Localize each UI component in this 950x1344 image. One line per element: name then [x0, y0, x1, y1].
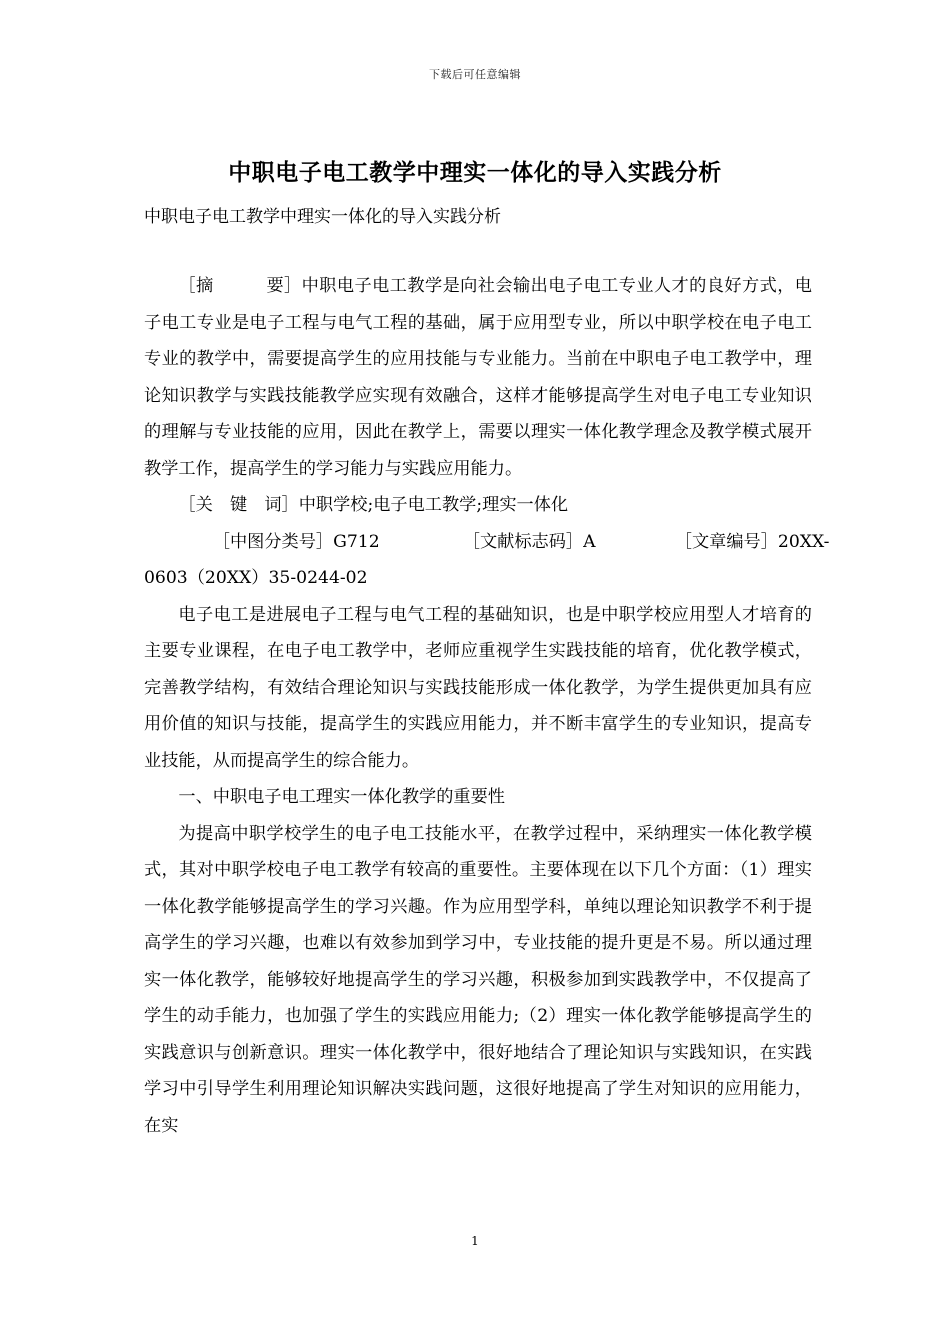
abstract-paragraph: ［摘 要］中职电子电工教学是向社会输出电子电工专业人才的良好方式，电子电工专业是电子工程与电气工程的基础，属于应用型专业，所以中职学校在电子电工专业的教学中，需要提高学生的应用技能与专业能力。当前在中职电子电工教学中，理论知识教学与实践技能教学应实现有效融合，这样才能够提高学生对电子电工专业知识的理解与专业技能的应用，因此在教学上，需要以理实一体化教学理念及教学模式展开教学工作，提高学生的学习能力与实践应用能力。 [144, 276, 812, 479]
body-paragraph-2: 为提高中职学校学生的电子电工技能水平，在教学过程中，采纳理实一体化教学模式，其对中职学校电子电工教学有较高的重要性。主要体现在以下几个方面：（1）理实一体化教学能够提高学生的学习兴趣。作为应用型学科，单纯以理论知识教学不利于提高学生的学习兴趣，也难以有效参加到学习中，专业技能的提升更是不易。所以通过理实一体化教学，能够较好地提高学生的学习兴趣，积极参加到实践教学中，不仅提高了学生的动手能力，也加强了学生的实践应用能力;（2）理实一体化教学能够提高学生的实践意识与创新意识。理实一体化教学中，很好地结合了理论知识与实践知识，在实践学习中引导学生利用理论知识解决实践问题，这很好地提高了学生对知识的应用能力，在实 [144, 823, 812, 1136]
document-body [144, 268, 830, 1144]
article-number-tail: 0603（20XX）35-0244-02 [144, 568, 368, 588]
header-note: 下载后可任意编辑 [429, 68, 521, 81]
classification-line [144, 524, 830, 561]
document-title: 中职电子电工教学中理实一体化的导入实践分析 [228, 159, 722, 186]
section-heading-1: 一、中职电子电工理实一体化教学的重要性 [178, 787, 505, 807]
page-number: 1 [471, 1234, 479, 1248]
keywords-line: ［关 键 词］中职学校;电子电工教学;理实一体化 [178, 495, 569, 515]
body-paragraph-1: 电子电工是进展电子工程与电气工程的基础知识，也是中职学校应用型人才培育的主要专业课程，在电子电工教学中，老师应重视学生实践技能的培育，优化教学模式，完善教学结构，有效结合理论知识与实践技能形成一体化教学，为学生提供更加具有应用价值的知识与技能，提高学生的实践应用能力，并不断丰富学生的专业知识，提高专业技能，从而提高学生的综合能力。 [144, 604, 812, 771]
clc-number: ［中图分类号］G712 [212, 531, 380, 552]
article-number-head: ［文章编号］20XX- [674, 531, 830, 552]
document-subtitle: 中职电子电工教学中理实一体化的导入实践分析 [144, 207, 501, 227]
document-code: ［文献标志码］A [462, 531, 596, 552]
